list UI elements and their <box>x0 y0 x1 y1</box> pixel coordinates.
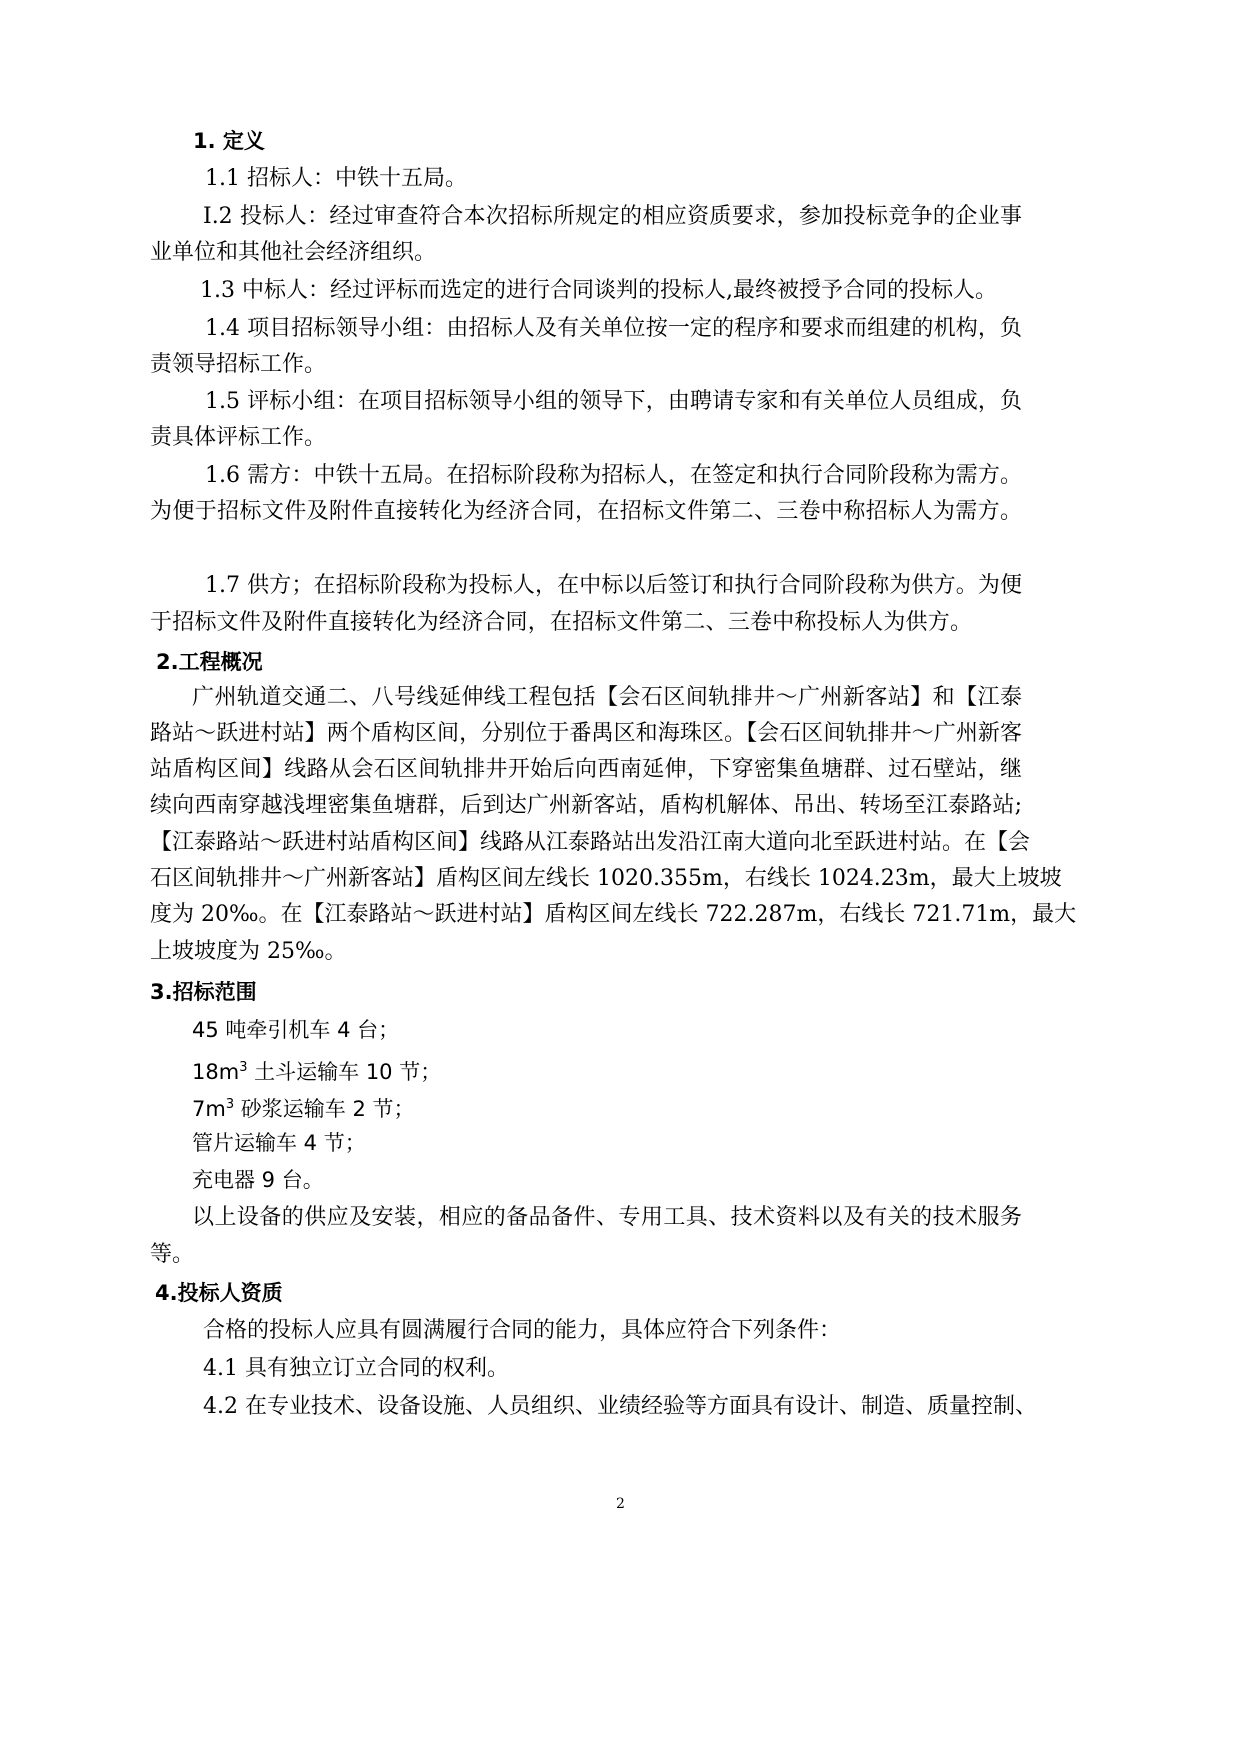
overview-line: 上坡坡度为 25‰。 <box>150 939 347 964</box>
clause-1-7-line2: 于招标文件及附件直接转化为经济合同，在招标文件第二、三卷中称投标人为供方。 <box>150 610 972 635</box>
scope-summary-line1: 以上设备的供应及安装，相应的备品备件、专用工具、技术资料以及有关的技术服务 <box>192 1205 1022 1230</box>
scope-item: $7m^3$ 砂浆运输车 2 节； <box>192 1097 415 1121</box>
clause-1-5-line2: 责具体评标工作。 <box>150 425 327 450</box>
clause-1-2-line2: 业单位和其他社会经济组织。 <box>150 240 437 265</box>
clause-1-5-line1: 1.5 评标小组：在项目招标领导小组的领导下，由聘请专家和有关单位人员组成，负 <box>205 389 1022 414</box>
overview-line: 【江泰路站～跃进村站盾构区间】线路从江泰路站出发沿江南大道向北至跃进村站。在【会 <box>150 830 1031 855</box>
overview-line: 度为 20‰。在【江泰路站～跃进村站】盾构区间左线长 722.287m，右线长 721.71m，最大 <box>150 902 1077 927</box>
clause-4-2: 4.2 在专业技术、设备设施、人员组织、业绩经验等方面具有设计、制造、质量控制、 <box>203 1394 1037 1419</box>
clause-1-2-line1: I.2 投标人：经过审查符合本次招标所规定的相应资质要求，参加投标竞争的企业事 <box>203 204 1022 229</box>
scope-item: 充电器 9 台。 <box>192 1168 324 1192</box>
section-4-heading: 4.投标人资质 <box>155 1281 283 1305</box>
overview-line: 广州轨道交通二、八号线延伸线工程包括【会石区间轨排井～广州新客站】和【江泰 <box>192 685 1022 710</box>
scope-item: 45 吨牵引机车 4 台； <box>192 1018 400 1042</box>
overview-line: 站盾构区间】线路从会石区间轨排井开始后向西南延伸，下穿密集鱼塘群、过石壁站，继 <box>150 757 1022 782</box>
section-1-heading: 1. 定义 <box>193 129 265 153</box>
clause-1-3: 1.3 中标人：经过评标而选定的进行合同谈判的投标人,最终被授予合同的投标人。 <box>200 278 997 303</box>
clause-1-6-line1: 1.6 需方：中铁十五局。在招标阶段称为招标人，在签定和执行合同阶段称为需方。 <box>205 463 1022 488</box>
qualification-intro: 合格的投标人应具有圆满履行合同的能力，具体应符合下列条件： <box>203 1318 842 1343</box>
clause-1-7-line1: 1.7 供方；在招标阶段称为投标人，在中标以后签订和执行合同阶段称为供方。为便 <box>205 573 1022 598</box>
clause-1-4-line2: 责领导招标工作。 <box>150 352 327 377</box>
clause-4-1: 4.1 具有独立订立合同的权利。 <box>203 1356 509 1381</box>
overview-line: 路站～跃进村站】两个盾构区间，分别位于番禺区和海珠区。【会石区间轨排井～广州新客 <box>150 721 1022 746</box>
overview-line: 续向西南穿越浅埋密集鱼塘群，后到达广州新客站，盾构机解体、吊出、转场至江泰路站; <box>150 793 1022 818</box>
scope-item: $18m^3$ 土斗运输车 10 节； <box>192 1060 442 1084</box>
section-2-heading: 2.工程概况 <box>156 650 263 674</box>
clause-1-6-line2: 为便于招标文件及附件直接转化为经济合同，在招标文件第二、三卷中称招标人为需方。 <box>150 499 1022 524</box>
scope-item: 管片运输车 4 节； <box>192 1131 366 1155</box>
clause-1-4-line1: 1.4 项目招标领导小组：由招标人及有关单位按一定的程序和要求而组建的机构，负 <box>205 316 1022 341</box>
overview-line: 石区间轨排井～广州新客站】盾构区间左线长 1020.355m，右线长 1024.23m，最大上坡坡 <box>150 866 1062 891</box>
page-number: 2 <box>616 1496 625 1512</box>
section-3-heading: 3.招标范围 <box>150 980 257 1004</box>
clause-1-1: 1.1 招标人：中铁十五局。 <box>205 166 467 191</box>
scope-summary-line2: 等。 <box>150 1242 195 1267</box>
